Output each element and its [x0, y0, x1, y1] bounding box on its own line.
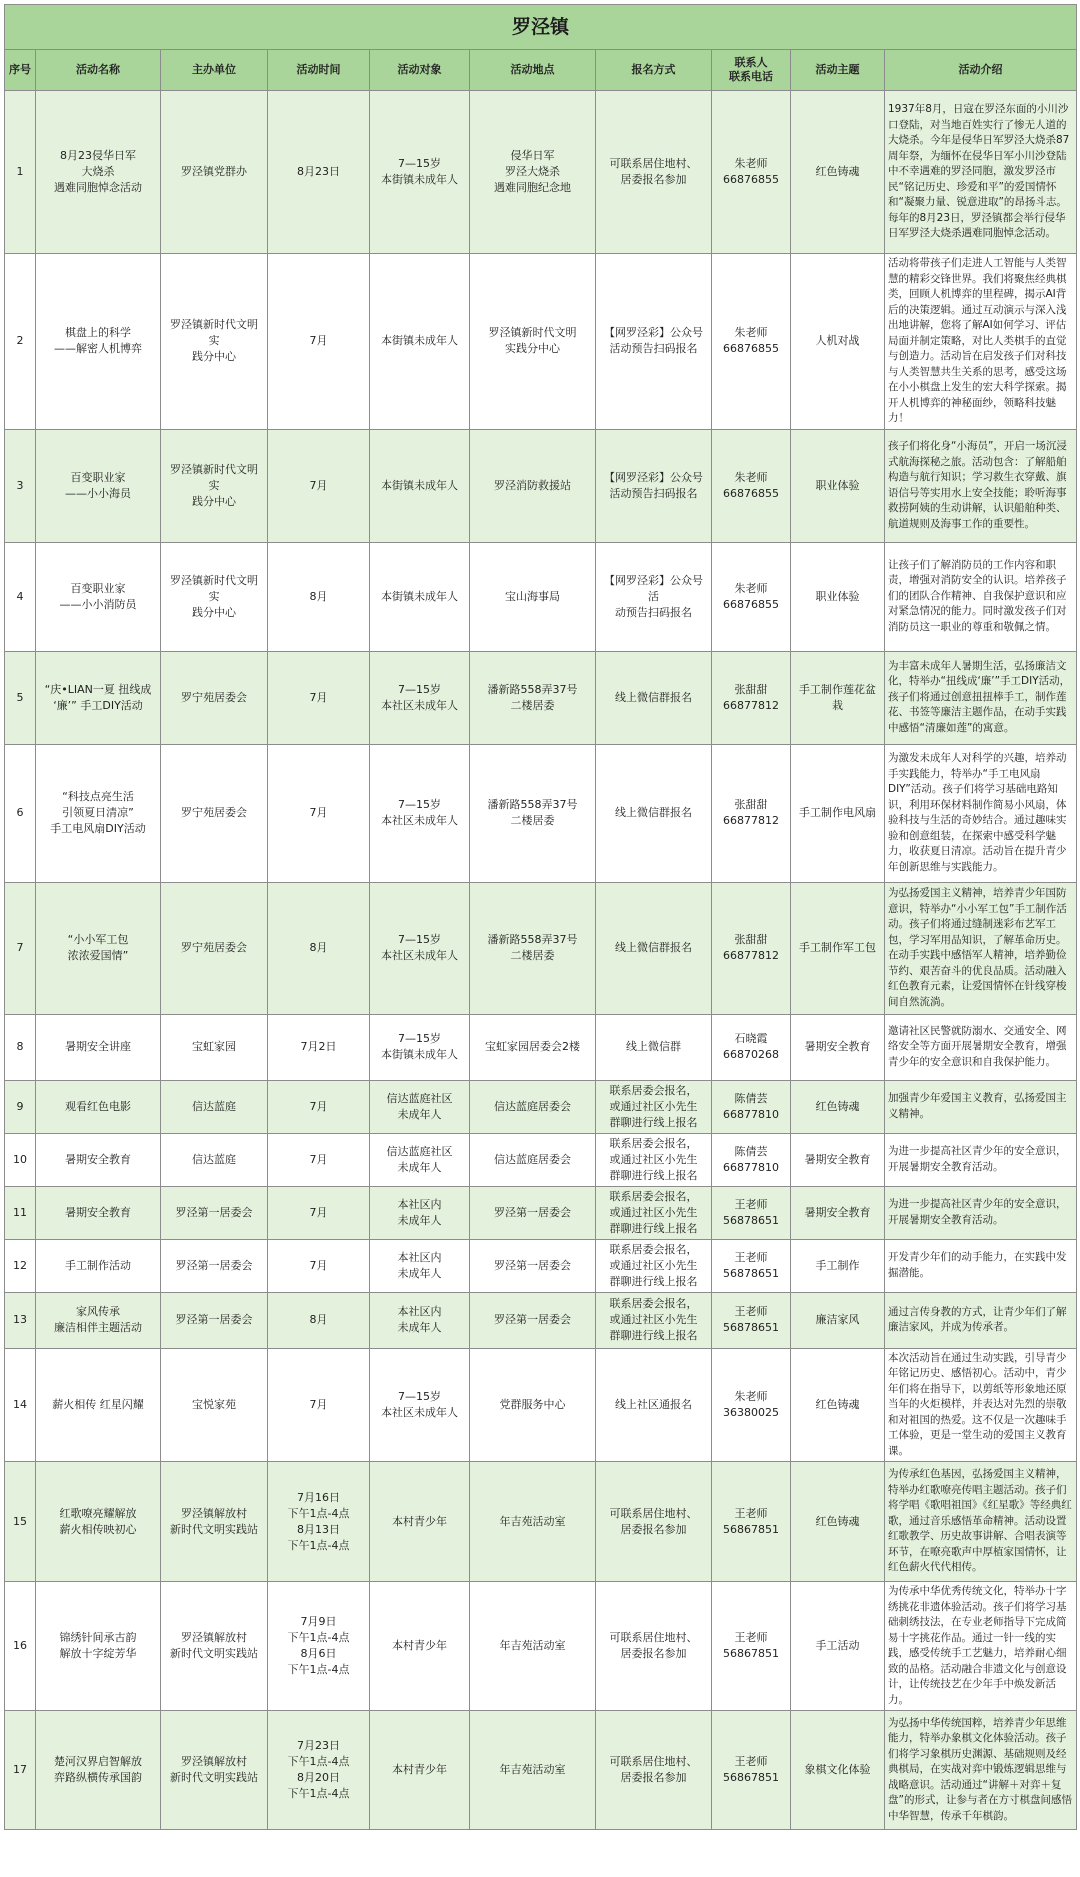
- cell-time: 7月23日 下午1点-4点 8月20日 下午1点-4点: [268, 1711, 370, 1830]
- cell-activity-name: 8月23侵华日军 大烧杀 遇难同胞悼念活动: [36, 91, 161, 254]
- cell-host: 罗泾第一居委会: [161, 1186, 268, 1239]
- table-row: [5, 542, 1077, 651]
- cell-intro: 加强青少年爱国主义教育，弘扬爱国主义精神。: [885, 1080, 1077, 1133]
- cell-signup: 联系居委会报名， 或通过社区小先生 群聊进行线上报名: [596, 1133, 712, 1186]
- cell-theme: 红色铸魂: [791, 1348, 885, 1462]
- cell-no: 1: [5, 91, 36, 254]
- cell-contact: 王老师 56867851: [712, 1582, 791, 1711]
- cell-contact: 张甜甜 66877812: [712, 651, 791, 744]
- cell-place: 侵华日军 罗泾大烧杀 遇难同胞纪念地: [470, 91, 596, 254]
- cell-intro: 为激发未成年人对科学的兴趣，培养动手实践能力，特举办“手工电风扇DIY”活动。孩子们将学习基础电路知识，利用环保材料制作简易小风扇，体验科技与生活的奇妙结合。通过趣味实验和创意组装，在探索中感受科学魅力，收获夏日清凉。活动旨在提升青少年创新思维与实践能力。: [885, 744, 1077, 882]
- cell-theme: 手工制作军工包: [791, 882, 885, 1014]
- cell-intro: 为进一步提高社区青少年的安全意识，开展暑期安全教育活动。: [885, 1133, 1077, 1186]
- cell-time: 7月16日 下午1点-4点 8月13日 下午1点-4点: [268, 1462, 370, 1582]
- cell-theme: 职业体验: [791, 429, 885, 542]
- table-body: [5, 91, 1077, 1830]
- cell-target: 7—15岁 本社区未成年人: [370, 744, 470, 882]
- cell-place: 潘新路558弄37号 二楼居委: [470, 744, 596, 882]
- cell-theme: 暑期安全教育: [791, 1014, 885, 1080]
- cell-theme: 象棋文化体验: [791, 1711, 885, 1830]
- cell-place: 年吉苑活动室: [470, 1582, 596, 1711]
- cell-target: 7—15岁 本街镇未成年人: [370, 91, 470, 254]
- table-row: [5, 1239, 1077, 1292]
- cell-theme: 暑期安全教育: [791, 1186, 885, 1239]
- table-row: [5, 1080, 1077, 1133]
- cell-no: 16: [5, 1582, 36, 1711]
- cell-signup: 【网罗泾彩】公众号活 动预告扫码报名: [596, 542, 712, 651]
- cell-contact: 朱老师 36380025: [712, 1348, 791, 1462]
- cell-activity-name: 红歌嘹亮耀解放 薪火相传映初心: [36, 1462, 161, 1582]
- cell-contact: 张甜甜 66877812: [712, 744, 791, 882]
- cell-activity-name: 百变职业家 ——小小海员: [36, 429, 161, 542]
- cell-host: 罗泾第一居委会: [161, 1292, 268, 1348]
- cell-signup: 联系居委会报名， 或通过社区小先生 群聊进行线上报名: [596, 1080, 712, 1133]
- cell-host: 罗泾第一居委会: [161, 1239, 268, 1292]
- cell-no: 7: [5, 882, 36, 1014]
- header-theme: 活动主题: [791, 50, 885, 91]
- cell-activity-name: 暑期安全讲座: [36, 1014, 161, 1080]
- cell-no: 11: [5, 1186, 36, 1239]
- cell-intro: 为传承中华优秀传统文化，特举办十字绣挑花非遗体验活动。孩子们将学习基础刺绣技法，在专业老师指导下完成简易十字挑花作品。通过一针一线的实践，感受传统手工艺魅力，培养耐心细致的品格。活动融合非遗文化与创意设计，让传统技艺在少年手中焕发新活力。: [885, 1582, 1077, 1711]
- cell-activity-name: 家风传承 廉洁相伴主题活动: [36, 1292, 161, 1348]
- table-row: [5, 1711, 1077, 1830]
- header-contact: 联系人 联系电话: [712, 50, 791, 91]
- cell-theme: 红色铸魂: [791, 1080, 885, 1133]
- cell-theme: 人机对战: [791, 254, 885, 430]
- cell-time: 7月: [268, 429, 370, 542]
- cell-no: 4: [5, 542, 36, 651]
- cell-theme: 红色铸魂: [791, 91, 885, 254]
- cell-no: 12: [5, 1239, 36, 1292]
- cell-activity-name: 棋盘上的科学 ——解密人机博弈: [36, 254, 161, 430]
- cell-time: 8月: [268, 542, 370, 651]
- schedule-sheet: [4, 4, 1076, 1830]
- header-host: 主办单位: [161, 50, 268, 91]
- cell-target: 7—15岁 本社区未成年人: [370, 1348, 470, 1462]
- cell-theme: 暑期安全教育: [791, 1133, 885, 1186]
- cell-time: 7月: [268, 254, 370, 430]
- cell-contact: 王老师 56867851: [712, 1462, 791, 1582]
- cell-no: 9: [5, 1080, 36, 1133]
- cell-theme: 廉洁家风: [791, 1292, 885, 1348]
- cell-activity-name: 手工制作活动: [36, 1239, 161, 1292]
- table-row: [5, 254, 1077, 430]
- cell-signup: 可联系居住地村、 居委报名参加: [596, 91, 712, 254]
- table-row: [5, 429, 1077, 542]
- cell-target: 本街镇未成年人: [370, 542, 470, 651]
- cell-time: 8月: [268, 882, 370, 1014]
- cell-activity-name: 百变职业家 ——小小消防员: [36, 542, 161, 651]
- cell-place: 信达蓝庭居委会: [470, 1133, 596, 1186]
- cell-intro: 开发青少年们的动手能力，在实践中发掘潜能。: [885, 1239, 1077, 1292]
- cell-intro: 孩子们将化身“小海员”，开启一场沉浸式航海探秘之旅。活动包含：了解船舶构造与航行知识；学习救生衣穿戴、旗语信号等实用水上安全技能；聆听海事救捞阿姨的生动讲解，认识船舶种类、航道规则及海事工作的重要性。: [885, 429, 1077, 542]
- cell-host: 罗泾镇新时代文明实 践分中心: [161, 429, 268, 542]
- cell-target: 本街镇未成年人: [370, 429, 470, 542]
- table-row: [5, 1186, 1077, 1239]
- cell-contact: 王老师 56867851: [712, 1711, 791, 1830]
- cell-target: 本社区内 未成年人: [370, 1186, 470, 1239]
- cell-intro: 本次活动旨在通过生动实践，引导青少年铭记历史、感悟初心。活动中，青少年们将在指导下，以剪纸等形象地还原当年的火炬模样，并表达对先烈的崇敬和对祖国的热爱。这不仅是一次趣味手工体验，更是一堂生动的爱国主义教育课。: [885, 1348, 1077, 1462]
- cell-target: 信达蓝庭社区 未成年人: [370, 1133, 470, 1186]
- header-time: 活动时间: [268, 50, 370, 91]
- cell-place: 罗泾第一居委会: [470, 1292, 596, 1348]
- cell-place: 罗泾消防救援站: [470, 429, 596, 542]
- table-row: [5, 1292, 1077, 1348]
- cell-no: 14: [5, 1348, 36, 1462]
- cell-no: 5: [5, 651, 36, 744]
- header-signup: 报名方式: [596, 50, 712, 91]
- cell-time: 7月9日 下午1点-4点 8月6日 下午1点-4点: [268, 1582, 370, 1711]
- cell-contact: 朱老师 66876855: [712, 254, 791, 430]
- table-row: [5, 1133, 1077, 1186]
- cell-place: 罗泾第一居委会: [470, 1186, 596, 1239]
- cell-contact: 朱老师 66876855: [712, 91, 791, 254]
- cell-no: 17: [5, 1711, 36, 1830]
- cell-intro: 邀请社区民警就防溺水、交通安全、网络安全等方面开展暑期安全教育，增强青少年的安全意识和自我保护能力。: [885, 1014, 1077, 1080]
- cell-activity-name: 观看红色电影: [36, 1080, 161, 1133]
- cell-host: 宝虹家园: [161, 1014, 268, 1080]
- table-row: [5, 1462, 1077, 1582]
- header-intro: 活动介绍: [885, 50, 1077, 91]
- header-no: 序号: [5, 50, 36, 91]
- cell-place: 潘新路558弄37号 二楼居委: [470, 651, 596, 744]
- table-row: [5, 91, 1077, 254]
- cell-signup: 可联系居住地村、 居委报名参加: [596, 1711, 712, 1830]
- cell-time: 7月: [268, 744, 370, 882]
- cell-time: 7月: [268, 651, 370, 744]
- cell-host: 罗泾镇党群办: [161, 91, 268, 254]
- cell-activity-name: 暑期安全教育: [36, 1133, 161, 1186]
- cell-intro: 1937年8月，日寇在罗泾东面的小川沙口登陆，对当地百姓实行了惨无人道的大烧杀。今年是侵华日军罗泾大烧杀87周年祭，为缅怀在侵华日军小川沙登陆中不幸遇难的罗泾同胞，激发罗泾市民“铭记历史、珍爱和平”的爱国情怀和“凝聚力量、锐意进取”的昂扬斗志。每年的8月23日，罗泾镇都会举行侵华日军罗泾大烧杀遇难同胞悼念活动。: [885, 91, 1077, 254]
- cell-theme: 手工制作莲花盆栽: [791, 651, 885, 744]
- cell-signup: 【网罗泾彩】公众号 活动预告扫码报名: [596, 254, 712, 430]
- cell-place: 罗泾镇新时代文明 实践分中心: [470, 254, 596, 430]
- cell-place: 年吉苑活动室: [470, 1462, 596, 1582]
- cell-target: 本社区内 未成年人: [370, 1239, 470, 1292]
- cell-signup: 线上微信群报名: [596, 882, 712, 1014]
- cell-activity-name: “庆•LIAN一夏 扭线成 ‘廉’” 手工DIY活动: [36, 651, 161, 744]
- cell-target: 本村青少年: [370, 1711, 470, 1830]
- cell-time: 8月23日: [268, 91, 370, 254]
- cell-target: 7—15岁 本社区未成年人: [370, 882, 470, 1014]
- cell-signup: 线上社区通报名: [596, 1348, 712, 1462]
- cell-place: 年吉苑活动室: [470, 1711, 596, 1830]
- cell-place: 宝山海事局: [470, 542, 596, 651]
- table-title: 罗泾镇: [5, 5, 1077, 50]
- cell-intro: 为弘扬爱国主义精神，培养青少年国防意识，特举办“小小军工包”手工制作活动。孩子们将通过缝制迷彩布艺军工包，学习军用品知识，了解革命历史。在动手实践中感悟军人精神，培养勤俭节约、艰苦奋斗的优良品质。活动融入红色教育元素，让爱国情怀在针线穿梭间自然流淌。: [885, 882, 1077, 1014]
- table-row: [5, 1014, 1077, 1080]
- cell-no: 8: [5, 1014, 36, 1080]
- cell-host: 罗宁苑居委会: [161, 744, 268, 882]
- cell-no: 15: [5, 1462, 36, 1582]
- cell-activity-name: 锦绣针间承古韵 解放十字绽芳华: [36, 1582, 161, 1711]
- cell-host: 罗宁苑居委会: [161, 651, 268, 744]
- header-name: 活动名称: [36, 50, 161, 91]
- cell-intro: 为丰富未成年人暑期生活，弘扬廉洁文化，特举办“扭线成‘廉’”手工DIY活动，孩子们将通过创意扭扭棒手工，制作莲花、书签等廉洁主题作品，在动手实践中感悟“清廉如莲”的寓意。: [885, 651, 1077, 744]
- header-row: [5, 50, 1077, 91]
- cell-target: 本村青少年: [370, 1582, 470, 1711]
- header-place: 活动地点: [470, 50, 596, 91]
- cell-time: 7月: [268, 1239, 370, 1292]
- cell-no: 10: [5, 1133, 36, 1186]
- cell-host: 信达蓝庭: [161, 1133, 268, 1186]
- cell-no: 3: [5, 429, 36, 542]
- cell-no: 2: [5, 254, 36, 430]
- cell-contact: 张甜甜 66877812: [712, 882, 791, 1014]
- cell-intro: 为进一步提高社区青少年的安全意识，开展暑期安全教育活动。: [885, 1186, 1077, 1239]
- cell-host: 宝悦家苑: [161, 1348, 268, 1462]
- cell-theme: 手工制作: [791, 1239, 885, 1292]
- cell-place: 信达蓝庭居委会: [470, 1080, 596, 1133]
- cell-contact: 石晓霞 66870268: [712, 1014, 791, 1080]
- cell-signup: 可联系居住地村、 居委报名参加: [596, 1462, 712, 1582]
- cell-target: 本街镇未成年人: [370, 254, 470, 430]
- cell-time: 7月: [268, 1133, 370, 1186]
- cell-target: 信达蓝庭社区 未成年人: [370, 1080, 470, 1133]
- cell-theme: 手工制作电风扇: [791, 744, 885, 882]
- cell-activity-name: 楚河汉界启智解放 弈路纵横传承国韵: [36, 1711, 161, 1830]
- cell-contact: 王老师 56878651: [712, 1292, 791, 1348]
- cell-intro: 活动将带孩子们走进人工智能与人类智慧的精彩交锋世界。我们将聚焦经典棋类，回顾人机博弈的里程碑，揭示AI背后的决策逻辑。通过互动演示与深入浅出地讲解，您将了解AI如何学习、评估局面并制定策略，对比人类棋手的直觉与创造力。活动旨在启发孩子们对科技与人类智慧共生关系的思考，感受这场在小小棋盘上发生的宏大科学探索。揭开人机博弈的神秘面纱，领略科技魅力！: [885, 254, 1077, 430]
- cell-intro: 让孩子们了解消防员的工作内容和职责，增强对消防安全的认识。培养孩子们的团队合作精神、自我保护意识和应对紧急情况的能力。同时激发孩子们对消防员这一职业的尊重和敬佩之情。: [885, 542, 1077, 651]
- table-row: [5, 1582, 1077, 1711]
- cell-signup: 线上微信群: [596, 1014, 712, 1080]
- cell-place: 罗泾第一居委会: [470, 1239, 596, 1292]
- cell-no: 13: [5, 1292, 36, 1348]
- cell-time: 7月: [268, 1348, 370, 1462]
- cell-host: 罗泾镇解放村 新时代文明实践站: [161, 1462, 268, 1582]
- table-row: [5, 744, 1077, 882]
- cell-contact: 陈倩芸 66877810: [712, 1080, 791, 1133]
- table-row: [5, 651, 1077, 744]
- cell-time: 7月2日: [268, 1014, 370, 1080]
- cell-host: 罗宁苑居委会: [161, 882, 268, 1014]
- cell-host: 罗泾镇解放村 新时代文明实践站: [161, 1711, 268, 1830]
- cell-contact: 王老师 56878651: [712, 1186, 791, 1239]
- cell-place: 宝虹家园居委会2楼: [470, 1014, 596, 1080]
- cell-target: 本社区内 未成年人: [370, 1292, 470, 1348]
- cell-signup: 联系居委会报名， 或通过社区小先生 群聊进行线上报名: [596, 1292, 712, 1348]
- cell-intro: 通过言传身教的方式，让青少年们了解廉洁家风，并成为传承者。: [885, 1292, 1077, 1348]
- cell-activity-name: “小小军工包 浓浓爱国情”: [36, 882, 161, 1014]
- cell-host: 罗泾镇新时代文明实 践分中心: [161, 542, 268, 651]
- cell-theme: 职业体验: [791, 542, 885, 651]
- cell-contact: 朱老师 66876855: [712, 542, 791, 651]
- cell-contact: 朱老师 66876855: [712, 429, 791, 542]
- cell-theme: 手工活动: [791, 1582, 885, 1711]
- cell-host: 罗泾镇新时代文明实 践分中心: [161, 254, 268, 430]
- cell-host: 罗泾镇解放村 新时代文明实践站: [161, 1582, 268, 1711]
- cell-signup: 联系居委会报名， 或通过社区小先生 群聊进行线上报名: [596, 1239, 712, 1292]
- cell-target: 7—15岁 本社区未成年人: [370, 651, 470, 744]
- table-row: [5, 882, 1077, 1014]
- cell-activity-name: “科技点亮生活 引领夏日清凉” 手工电风扇DIY活动: [36, 744, 161, 882]
- cell-activity-name: 暑期安全教育: [36, 1186, 161, 1239]
- cell-theme: 红色铸魂: [791, 1462, 885, 1582]
- cell-signup: 线上微信群报名: [596, 651, 712, 744]
- cell-intro: 为弘扬中华传统国粹，培养青少年思维能力，特举办象棋文化体验活动。孩子们将学习象棋历史渊源、基础规则及经典棋局，在实战对弈中锻炼逻辑思维与战略意识。活动通过“讲解＋对弈＋复盘”的形式，让参与者在方寸棋盘间感悟中华智慧，传承千年棋韵。: [885, 1711, 1077, 1830]
- cell-time: 8月: [268, 1292, 370, 1348]
- cell-target: 7—15岁 本街镇未成年人: [370, 1014, 470, 1080]
- cell-place: 党群服务中心: [470, 1348, 596, 1462]
- cell-contact: 陈倩芸 66877810: [712, 1133, 791, 1186]
- cell-host: 信达蓝庭: [161, 1080, 268, 1133]
- cell-signup: 【网罗泾彩】公众号 活动预告扫码报名: [596, 429, 712, 542]
- header-target: 活动对象: [370, 50, 470, 91]
- cell-activity-name: 薪火相传 红星闪耀: [36, 1348, 161, 1462]
- cell-intro: 为传承红色基因，弘扬爱国主义精神，特举办红歌嘹亮传唱主题活动。孩子们将学唱《歌唱祖国》《红星歌》等经典红歌，通过音乐感悟革命精神。活动设置红歌教学、历史故事讲解、合唱表演等环节，在嘹亮歌声中厚植家国情怀，让红色薪火代代相传。: [885, 1462, 1077, 1582]
- cell-time: 7月: [268, 1080, 370, 1133]
- activity-table: [4, 4, 1077, 1830]
- table-row: [5, 1348, 1077, 1462]
- cell-contact: 王老师 56878651: [712, 1239, 791, 1292]
- cell-signup: 可联系居住地村、 居委报名参加: [596, 1582, 712, 1711]
- cell-target: 本村青少年: [370, 1462, 470, 1582]
- cell-no: 6: [5, 744, 36, 882]
- cell-signup: 线上微信群报名: [596, 744, 712, 882]
- cell-time: 7月: [268, 1186, 370, 1239]
- cell-place: 潘新路558弄37号 二楼居委: [470, 882, 596, 1014]
- cell-signup: 联系居委会报名， 或通过社区小先生 群聊进行线上报名: [596, 1186, 712, 1239]
